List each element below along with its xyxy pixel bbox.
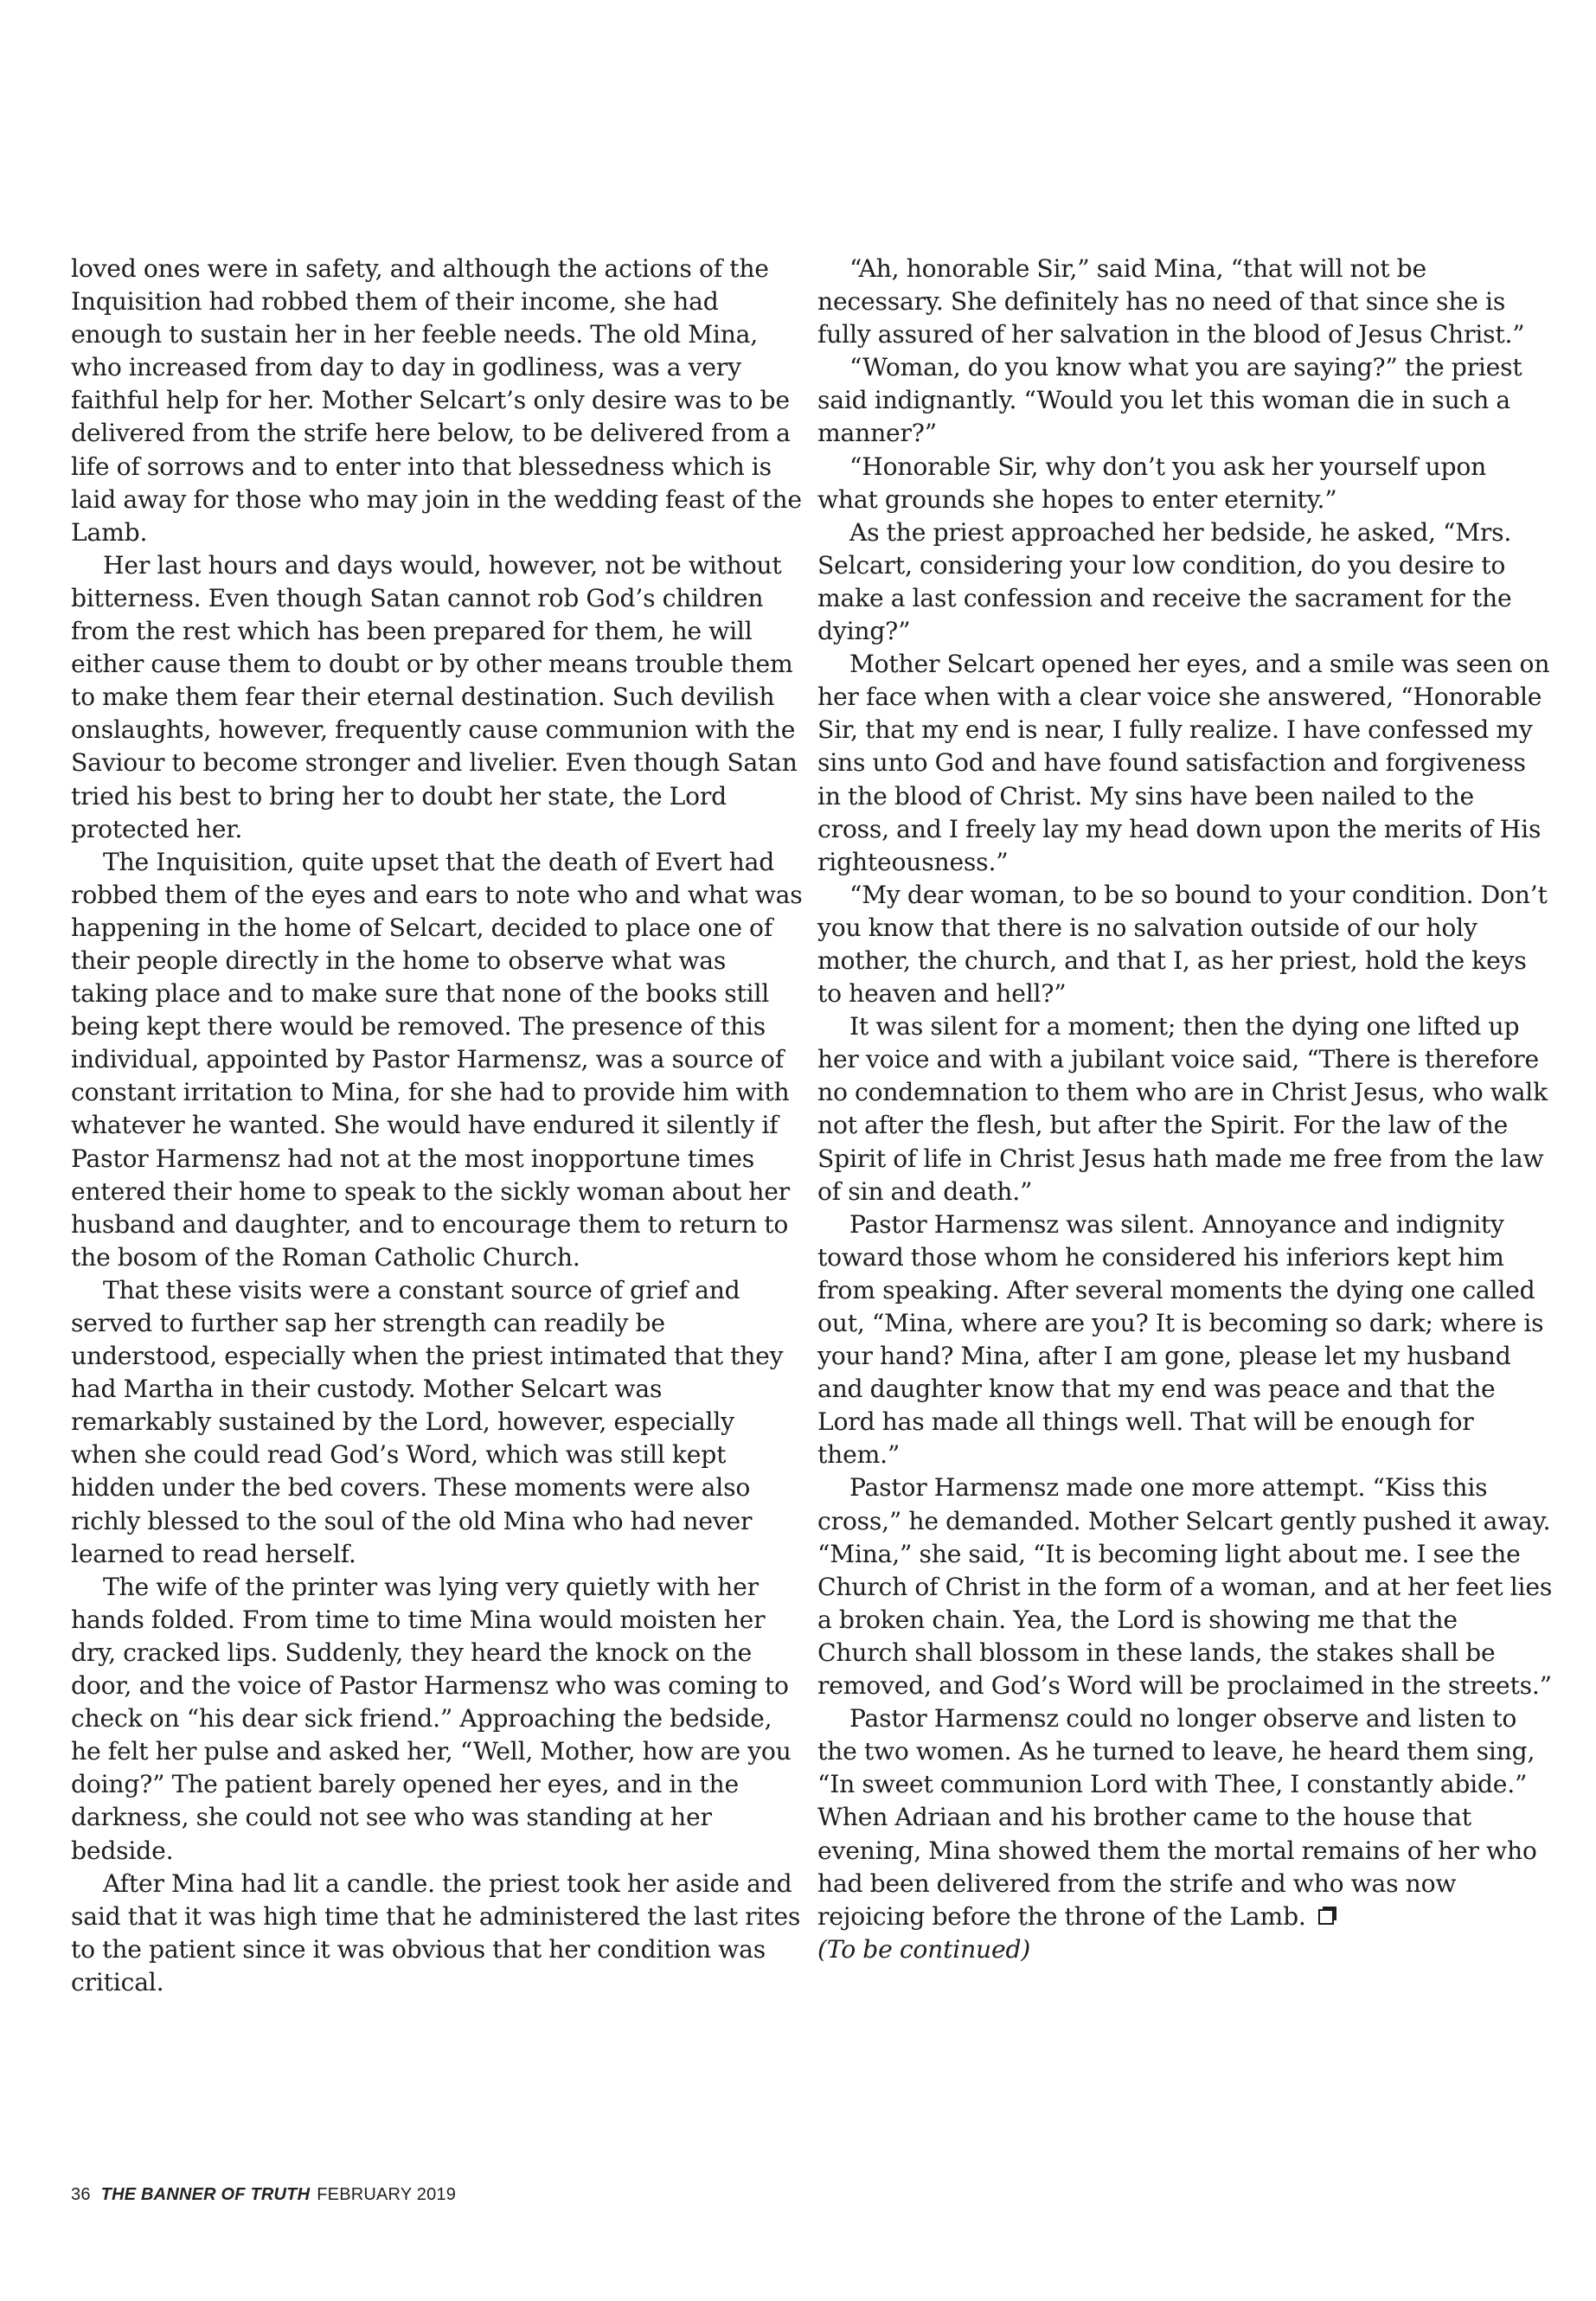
paragraph: “Woman, do you know what you are saying?” the priest said indignantly. “Would you let this woman die in such a manner?” — [817, 353, 1522, 448]
continued-note: (To be continued) — [817, 1934, 1031, 1964]
paragraph: Her last hours and days would, however, not be without bitterness. Even though Satan cannot rob God’s children from the rest which has been prepared for them, he will either cause them to doubt or by other means trouble them to make them fear their eternal destination. Such devilish onslaughts, however, frequently cause communion with the Saviour to become stronger and livelier. Even though Satan tried his best to bring her to doubt her state, the Lord protected her. — [71, 550, 798, 843]
paragraph: The wife of the printer was lying very quietly with her hands folded. From time to time Mina would moisten her dry, cracked lips. Suddenly, they heard the knock on the door, and the voice of Pastor Harmensz who was coming to check on “his dear sick friend.” Approaching the bedside, he felt her pulse and asked her, “Well, Mother, how are you doing?” The patient barely opened her eyes, and in the darkness, she could not see who was standing at her bedside. — [71, 1572, 792, 1865]
page-footer — [71, 2185, 456, 2205]
issue-date: FEBRUARY 2019 — [317, 2185, 457, 2204]
last-paragraph — [817, 1702, 1553, 1933]
left-column — [71, 253, 806, 1999]
paragraph: “Ah, honorable Sir,” said Mina, “that will not be necessary. She definitely has no need of that since she is fully assured of her salvation in the blood of Jesus Christ.” — [817, 254, 1525, 349]
page-number: 36 — [71, 2185, 91, 2204]
paragraph: “Honorable Sir, why don’t you ask her yourself upon what grounds she hopes to enter eternity.” — [817, 452, 1487, 514]
paragraph: After Mina had lit a candle. the priest took her aside and said that it was high time that he administered the last rites to the patient since it was obvious that her condition was critical. — [71, 1868, 801, 1997]
paragraph: loved ones were in safety, and although the actions of the Inquisition had robbed them of their income, she had enough to sustain her in her feeble needs. The old Mina, who increased from day to day in godliness, was a very faithful help for her. Mother Selcart’s only desire was to be delivered from the strife here below, to be delivered from a life of sorrows and to enter into that blessedness which is laid away for those who may join in the wedding feast of the Lamb. — [71, 254, 802, 547]
publication-name: THE BANNER OF TRUTH — [100, 2185, 311, 2204]
paragraph: The Inquisition, quite upset that the death of Evert had robbed them of the eyes and ears to note who and what was happening in the home of Selcart, decided to place one of their people directly in the home to observe what was taking place and to make sure that none of the books still being kept there would be removed. The presence of this individual, appointed by Pastor Harmensz, was a source of constant irritation to Mina, for she had to provide him with whatever he wanted. She would have endured it silently if Pastor Harmensz had not at the most inopportune times entered their home to speak to the sickly woman about her husband and daughter, and to encourage them to return to the bosom of the Roman Catholic Church. — [71, 847, 803, 1272]
paragraph: That these visits were a constant source of grief and served to further sap her strength can readily be understood, especially when the priest intimated that they had Martha in their custody. Mother Selcart was remarkably sustained by the Lord, however, especially when she could read God’s Word, which was still kept hidden under the bed covers. These moments were also richly blessed to the soul of the old Mina who had never learned to read herself. — [71, 1275, 784, 1568]
paragraph: Pastor Harmensz made one more attempt. “Kiss this cross,” he demanded. Mother Selcart gently pushed it away. “Mina,” she said, “It is becoming light about me. I see the Church of Christ in the form of a woman, and at her feet lies a broken chain. Yea, the Lord is showing me that the Church shall blossom in these lands, the stakes shall be removed, and God’s Word will be proclaimed in the streets.” — [817, 1473, 1553, 1701]
right-column — [817, 253, 1553, 1966]
paragraph: It was silent for a moment; then the dying one lifted up her voice and with a jubilant voice said, “There is therefore no condemnation to them who are in Christ Jesus, who walk not after the flesh, but after the Spirit. For the law of the Spirit of life in Christ Jesus hath made me free from the law of sin and death.” — [817, 1012, 1548, 1206]
paragraph: “My dear woman, to be so bound to your condition. Don’t you know that there is no salvation outside of our holy mother, the church, and that I, as her priest, hold the keys to heaven and hell?” — [817, 880, 1548, 1009]
paragraph: As the priest approached her bedside, he asked, “Mrs. Selcart, considering your low condition, do you desire to make a last confession and receive the sacrament for the dying?” — [817, 517, 1512, 646]
end-of-article-icon — [1318, 1909, 1334, 1925]
paragraph: Mother Selcart opened her eyes, and a smile was seen on her face when with a clear voice she answered, “Honorable Sir, that my end is near, I fully realize. I have confessed my sins unto God and have found satisfaction and forgiveness in the blood of Christ. My sins have been nailed to the cross, and I freely lay my head down upon the merits of His righteousness.” — [817, 650, 1550, 876]
paragraph: Pastor Harmensz was silent. Annoyance and indignity toward those whom he considered his inferiors kept him from speaking. After several moments the dying one called out, “Mina, where are you? It is becoming so dark; where is your hand? Mina, after I am gone, please let my husband and daughter know that my end was peace and that the Lord has made all things well. That will be enough for them.” — [817, 1209, 1544, 1470]
paragraph-text: Pastor Harmensz could no longer observe and listen to the two women. As he turned to leave, he heard them sing, “In sweet communion Lord with Thee, I constantly abide.” When Adriaan and his brother came to the house that evening, Mina showed them the mortal remains of her who had been delivered from the strife and who was now rejoicing before the throne of the Lamb. — [817, 1704, 1537, 1931]
